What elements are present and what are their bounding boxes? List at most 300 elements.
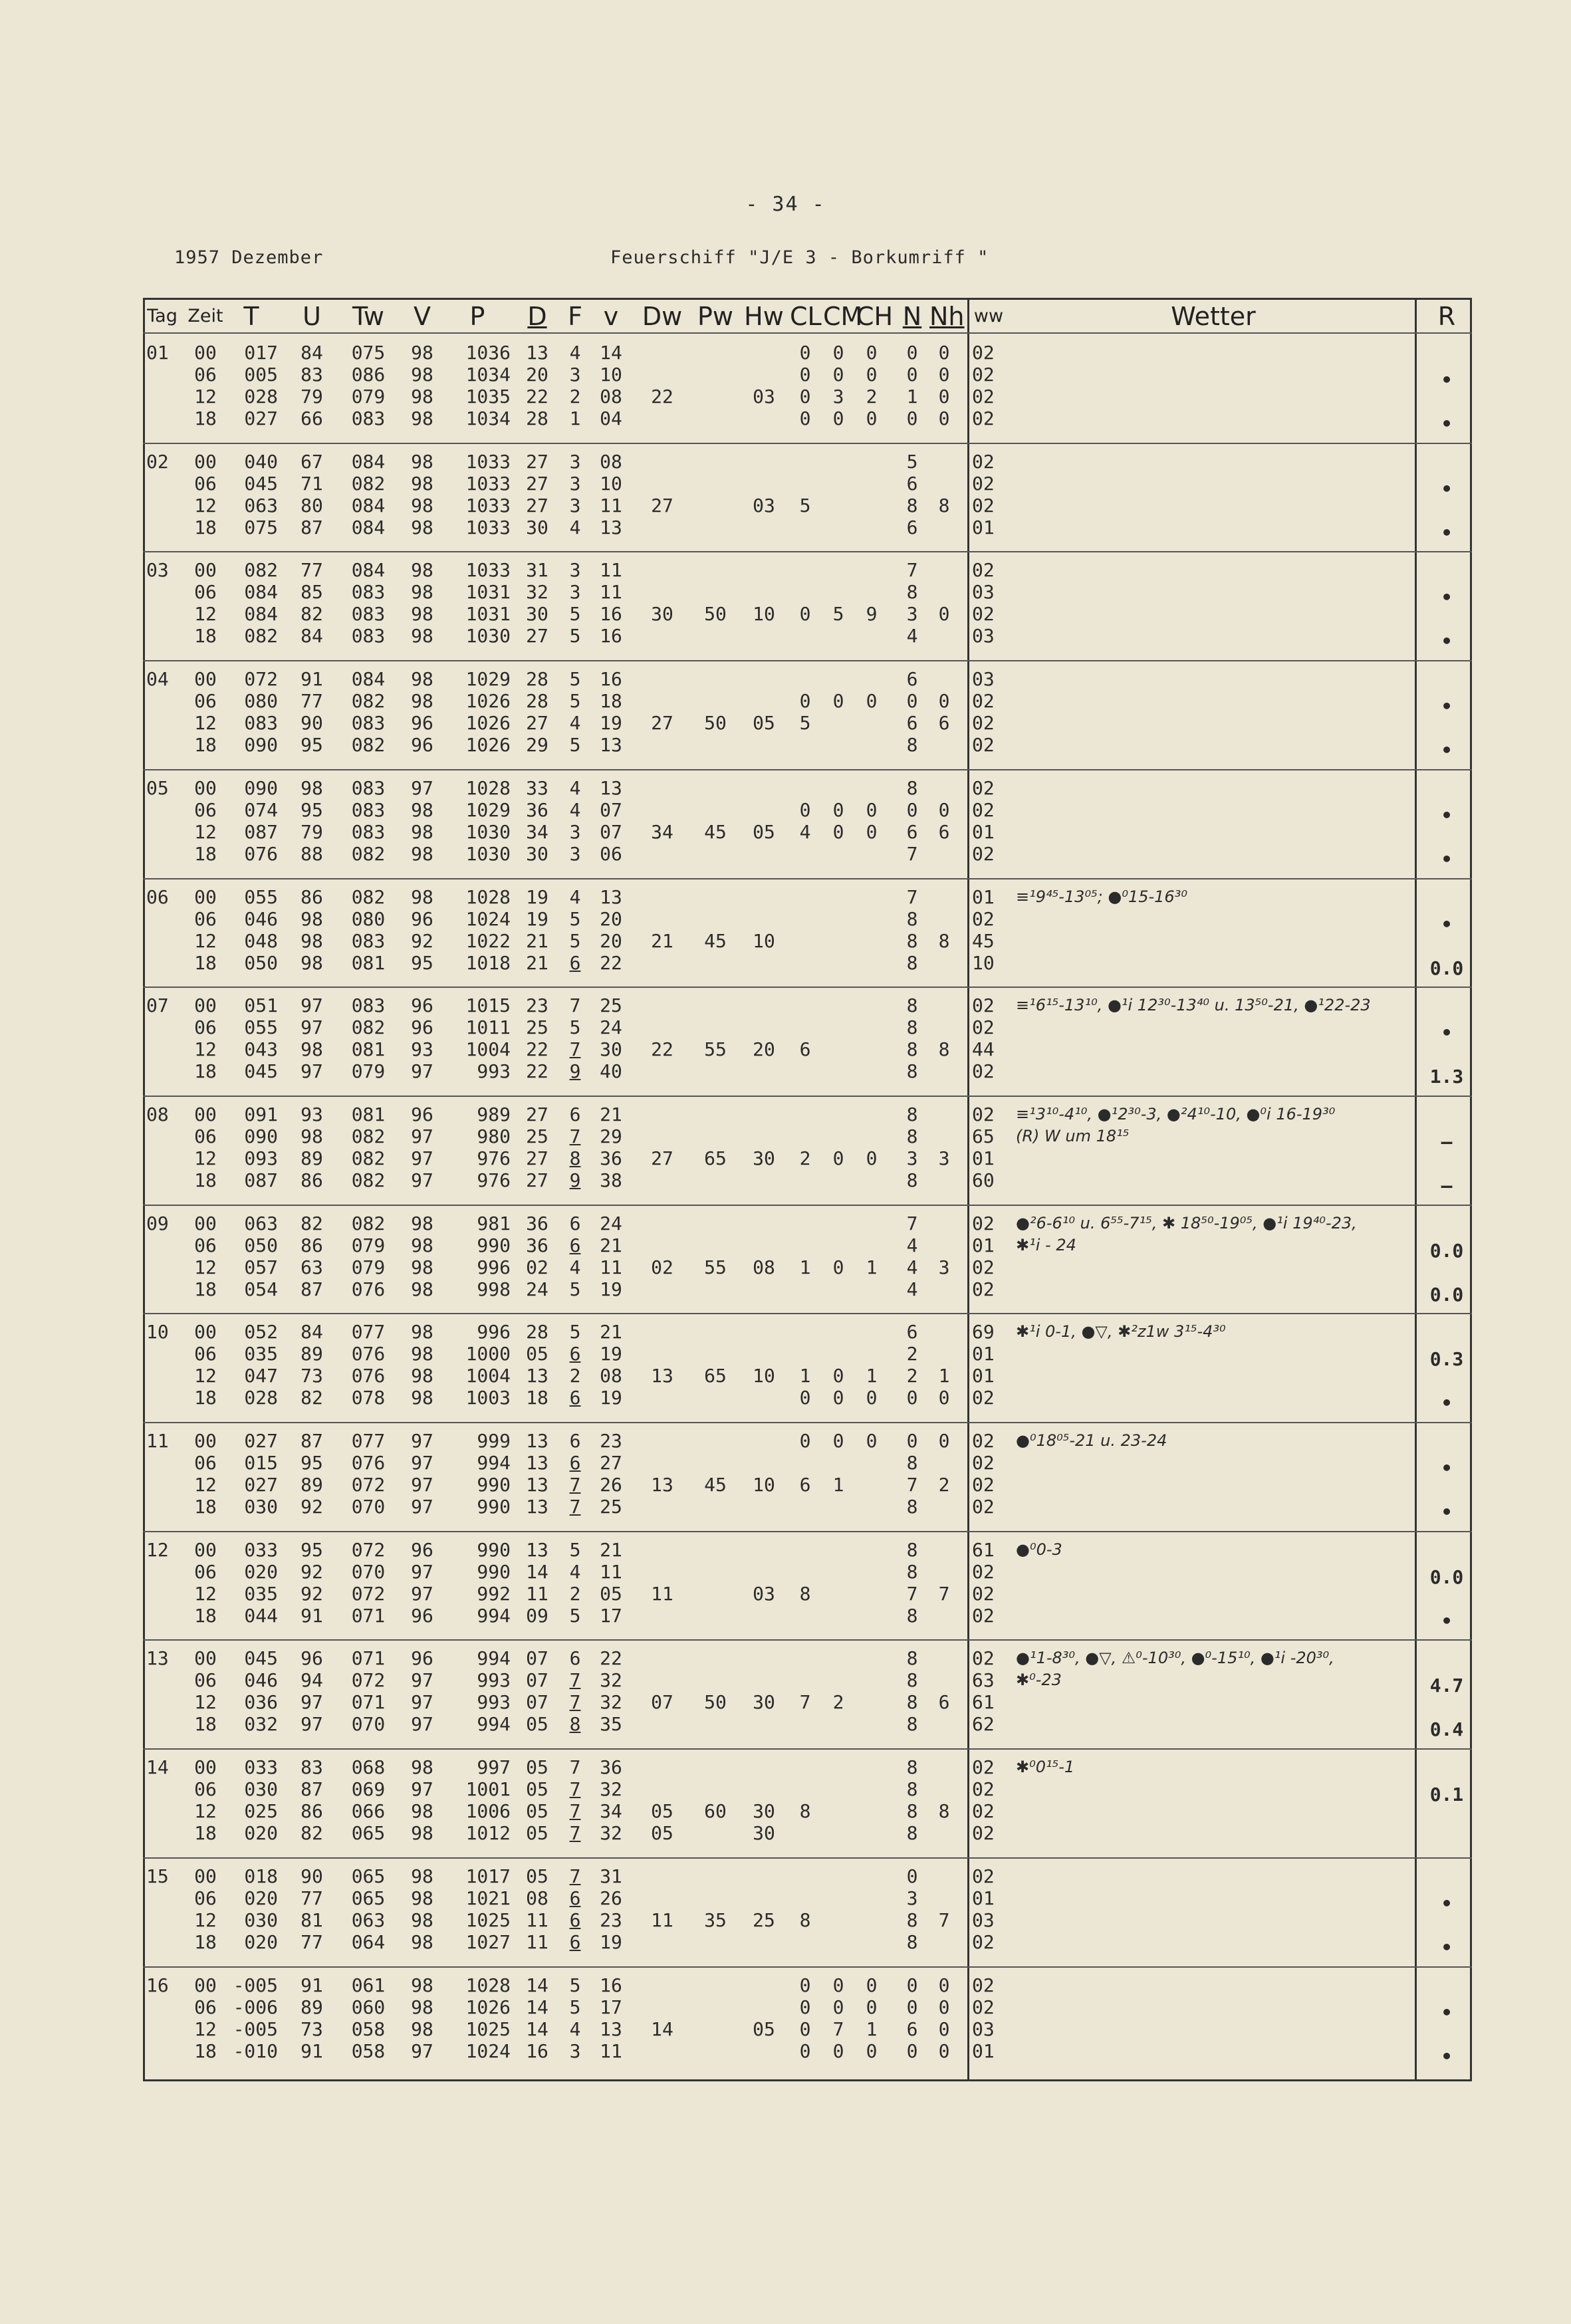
cell-ww: 02 [972,1278,995,1300]
cell-p: 992 [477,1583,511,1605]
cell-vv: 16 [600,603,622,625]
cell-d: 28 [526,407,548,429]
cell-u: 82 [301,1213,323,1234]
day-tag: 03 [146,559,169,581]
cell-vv: 27 [600,1452,622,1474]
cell-u: 97 [301,1691,323,1713]
cell-n: 8 [906,1496,918,1518]
cell-r: 0.3 [1429,1348,1464,1370]
cell-vv: 19 [600,712,622,734]
cell-p: 1012 [465,1822,511,1844]
cell-cm: 0 [832,690,844,712]
cell-zeit: 00 [194,1647,217,1669]
cell-v: 97 [411,1474,433,1496]
cell-nh: 2 [938,1474,950,1496]
cell-u: 93 [301,1104,323,1125]
cell-nh: 7 [938,1583,950,1605]
cell-zeit: 12 [194,1583,217,1605]
cell-zeit: 12 [194,1800,217,1822]
cell-t: 046 [244,1669,278,1691]
cell-tw: 081 [351,952,386,974]
cell-n: 7 [906,843,918,865]
cell-f: 5 [569,1278,581,1300]
cell-f: 5 [569,1996,581,2018]
cell-tw: 072 [351,1669,386,1691]
cell-u: 91 [301,668,323,690]
cell-tw: 081 [351,1038,386,1060]
cell-tw: 083 [351,603,386,625]
cell-v: 97 [411,1169,433,1191]
cell-cl: 0 [799,690,811,712]
cell-zeit: 12 [194,1038,217,1060]
cell-t: 090 [244,734,278,756]
cell-v: 98 [411,1234,433,1256]
cell-p: 1017 [465,1865,511,1887]
cell-zeit: 06 [194,1996,217,2018]
cell-v: 97 [411,1669,433,1691]
cell-v: 98 [411,2018,433,2040]
cell-hw: 30 [753,1691,775,1713]
day-separator [143,1531,1472,1532]
cell-cl: 0 [799,407,811,429]
cell-zeit: 12 [194,495,217,517]
cell-wetter: (R) W um 18¹⁵ [1016,1127,1130,1145]
cell-t: 015 [244,1452,278,1474]
cell-t: 084 [244,581,278,603]
cell-ww: 01 [972,1365,995,1387]
cell-u: 87 [301,1778,323,1800]
cell-r: • [1441,2045,1453,2067]
cell-nh: 8 [938,1800,950,1822]
cell-cl: 5 [799,712,811,734]
cell-p: 1035 [465,386,511,407]
cell-hw: 03 [753,386,775,407]
cell-tw: 082 [351,1147,386,1169]
cell-vv: 13 [600,2018,622,2040]
cell-p: 1030 [465,821,511,843]
cell-u: 71 [301,473,323,495]
cell-p: 1034 [465,407,511,429]
cell-dw: 05 [651,1822,673,1844]
cell-cm: 7 [832,2018,844,2040]
col-header-wetter: Wetter [1171,302,1256,331]
cell-ww: 02 [972,799,995,821]
cell-r: 0.0 [1429,1284,1464,1306]
cell-vv: 21 [600,1539,622,1561]
cell-v: 97 [411,1713,433,1735]
cell-ww: 61 [972,1539,995,1561]
cell-zeit: 06 [194,690,217,712]
cell-u: 79 [301,821,323,843]
cell-p: 1033 [465,559,511,581]
cell-t: 075 [244,517,278,538]
cell-p: 1031 [465,603,511,625]
cell-cl: 8 [799,1583,811,1605]
cell-zeit: 18 [194,1496,217,1518]
cell-vv: 22 [600,952,622,974]
cell-r: 0.1 [1429,1784,1464,1805]
cell-d: 25 [526,1125,548,1147]
cell-v: 98 [411,1343,433,1365]
cell-f: 6 [569,1104,581,1125]
cell-tw: 080 [351,908,386,930]
cell-r: • [1441,1392,1453,1414]
cell-f: 5 [569,625,581,647]
cell-zeit: 00 [194,1321,217,1343]
cell-dw: 07 [651,1691,673,1713]
cell-p: 1033 [465,451,511,473]
cell-d: 05 [526,1865,548,1887]
cell-n: 8 [906,581,918,603]
cell-f: 7 [569,1800,581,1822]
cell-ww: 02 [972,473,995,495]
cell-cl: 0 [799,386,811,407]
cell-ch: 2 [866,386,878,407]
cell-v: 98 [411,1865,433,1887]
cell-t: 082 [244,559,278,581]
cell-p: 1033 [465,495,511,517]
cell-tw: 083 [351,777,386,799]
cell-u: 87 [301,1278,323,1300]
cell-p: 993 [477,1060,511,1082]
cell-t: 036 [244,1691,278,1713]
cell-u: 88 [301,843,323,865]
cell-zeit: 12 [194,2018,217,2040]
cell-n: 8 [906,994,918,1016]
cell-d: 05 [526,1343,548,1365]
cell-f: 6 [569,1213,581,1234]
cell-r: 0.0 [1429,1240,1464,1262]
cell-zeit: 06 [194,1125,217,1147]
cell-ww: 02 [972,690,995,712]
cell-d: 31 [526,559,548,581]
cell-cl: 5 [799,495,811,517]
cell-vv: 19 [600,1278,622,1300]
cell-t: 050 [244,952,278,974]
cell-dw: 22 [651,386,673,407]
cell-ch: 0 [866,821,878,843]
cell-dw: 05 [651,1800,673,1822]
cell-cm: 0 [832,1974,844,1996]
cell-r: • [1441,522,1453,544]
cell-v: 97 [411,1691,433,1713]
cell-p: 993 [477,1691,511,1713]
cell-vv: 40 [600,1060,622,1082]
cell-f: 7 [569,1474,581,1496]
cell-vv: 18 [600,690,622,712]
cell-p: 1024 [465,2040,511,2062]
cell-tw: 083 [351,799,386,821]
cell-n: 8 [906,1038,918,1060]
cell-v: 96 [411,734,433,756]
cell-f: 7 [569,1669,581,1691]
cell-u: 80 [301,495,323,517]
cell-vv: 35 [600,1713,622,1735]
cell-n: 0 [906,1387,918,1409]
cell-vv: 20 [600,908,622,930]
cell-p: 1004 [465,1038,511,1060]
cell-d: 13 [526,1539,548,1561]
cell-n: 0 [906,1996,918,2018]
cell-d: 27 [526,625,548,647]
cell-nh: 0 [938,407,950,429]
cell-d: 27 [526,473,548,495]
cell-p: 997 [477,1756,511,1778]
cell-zeit: 06 [194,1452,217,1474]
cell-p: 1029 [465,799,511,821]
cell-dw: 13 [651,1474,673,1496]
cell-f: 1 [569,407,581,429]
cell-f: 9 [569,1169,581,1191]
cell-t: 020 [244,1822,278,1844]
cell-tw: 082 [351,1169,386,1191]
cell-hw: 10 [753,1365,775,1387]
cell-t: 044 [244,1605,278,1627]
cell-tw: 076 [351,1278,386,1300]
cell-f: 3 [569,495,581,517]
cell-u: 98 [301,930,323,952]
cell-n: 8 [906,930,918,952]
cell-v: 98 [411,690,433,712]
cell-n: 6 [906,1321,918,1343]
cell-v: 98 [411,495,433,517]
cell-cm: 0 [832,821,844,843]
cell-p: 1030 [465,625,511,647]
cell-zeit: 06 [194,1778,217,1800]
day-tag: 05 [146,777,169,799]
cell-v: 98 [411,886,433,908]
cell-tw: 082 [351,843,386,865]
cell-cm: 0 [832,407,844,429]
cell-tw: 082 [351,1125,386,1147]
cell-f: 6 [569,1909,581,1931]
cell-d: 19 [526,886,548,908]
col-header-p: P [469,302,485,331]
cell-r: • [1441,1457,1453,1479]
col-header-tag: Tag [147,306,178,326]
cell-nh: 7 [938,1909,950,1931]
cell-ch: 1 [866,2018,878,2040]
cell-v: 95 [411,952,433,974]
cell-t: 055 [244,1016,278,1038]
cell-tw: 070 [351,1713,386,1735]
cell-ww: 02 [972,364,995,386]
cell-n: 7 [906,559,918,581]
cell-vv: 31 [600,1865,622,1887]
cell-t: 030 [244,1909,278,1931]
cell-f: 5 [569,1016,581,1038]
cell-p: 1026 [465,712,511,734]
cell-f: 6 [569,1430,581,1452]
cell-n: 8 [906,1452,918,1474]
cell-r: • [1441,1022,1453,1044]
cell-zeit: 18 [194,1060,217,1082]
cell-d: 27 [526,712,548,734]
cell-n: 0 [906,342,918,364]
cell-tw: 083 [351,930,386,952]
cell-ww: 02 [972,777,995,799]
cell-d: 07 [526,1691,548,1713]
cell-u: 92 [301,1583,323,1605]
cell-zeit: 18 [194,517,217,538]
cell-cm: 0 [832,364,844,386]
day-tag: 07 [146,994,169,1016]
day-separator [143,660,1472,661]
cell-ch: 0 [866,364,878,386]
cell-zeit: 12 [194,1256,217,1278]
cell-u: 89 [301,1147,323,1169]
cell-d: 11 [526,1909,548,1931]
cell-d: 13 [526,1430,548,1452]
cell-t: 045 [244,473,278,495]
cell-t: 018 [244,1865,278,1887]
day-separator [143,1205,1472,1206]
cell-zeit: 00 [194,994,217,1016]
cell-dw: 02 [651,1256,673,1278]
cell-p: 990 [477,1561,511,1583]
cell-zeit: 18 [194,1931,217,1953]
cell-v: 98 [411,517,433,538]
col-header-ww: ww [973,306,1004,326]
cell-f: 6 [569,952,581,974]
day-tag: 08 [146,1104,169,1125]
cell-tw: 076 [351,1365,386,1387]
cell-v: 96 [411,908,433,930]
cell-v: 97 [411,1583,433,1605]
cell-vv: 23 [600,1909,622,1931]
cell-tw: 079 [351,1256,386,1278]
cell-v: 98 [411,1365,433,1387]
day-separator [143,987,1472,988]
cell-cm: 0 [832,799,844,821]
cell-hw: 30 [753,1822,775,1844]
cell-tw: 079 [351,386,386,407]
col-header-u: U [302,302,321,331]
cell-v: 98 [411,603,433,625]
cell-nh: 0 [938,2040,950,2062]
cell-p: 980 [477,1125,511,1147]
cell-v: 98 [411,1256,433,1278]
cell-vv: 19 [600,1931,622,1953]
cell-vv: 08 [600,451,622,473]
cell-zeit: 00 [194,1756,217,1778]
cell-v: 98 [411,1387,433,1409]
cell-ww: 02 [972,1474,995,1496]
cell-u: 95 [301,734,323,756]
cell-vv: 05 [600,1583,622,1605]
cell-n: 0 [906,1974,918,1996]
cell-cm: 0 [832,2040,844,2062]
cell-v: 96 [411,1647,433,1669]
cell-v: 98 [411,668,433,690]
cell-vv: 13 [600,777,622,799]
cell-n: 0 [906,364,918,386]
cell-p: 1015 [465,994,511,1016]
cell-u: 86 [301,886,323,908]
cell-v: 92 [411,930,433,952]
cell-f: 3 [569,843,581,865]
day-separator [143,551,1472,552]
cell-p: 1003 [465,1387,511,1409]
cell-nh: 3 [938,1147,950,1169]
cell-vv: 16 [600,1974,622,1996]
cell-tw: 082 [351,734,386,756]
cell-hw: 03 [753,1583,775,1605]
cell-zeit: 06 [194,581,217,603]
cell-zeit: 00 [194,559,217,581]
cell-t: 020 [244,1887,278,1909]
cell-f: 6 [569,1234,581,1256]
cell-vv: 17 [600,1996,622,2018]
cell-p: 1036 [465,342,511,364]
cell-u: 98 [301,1038,323,1060]
cell-n: 8 [906,1691,918,1713]
cell-p: 994 [477,1713,511,1735]
cell-nh: 0 [938,799,950,821]
cell-u: 89 [301,1996,323,2018]
cell-zeit: 12 [194,930,217,952]
cell-r: 0.0 [1429,957,1464,979]
cell-cm: 3 [832,386,844,407]
cell-p: 990 [477,1496,511,1518]
cell-tw: 077 [351,1321,386,1343]
cell-ww: 01 [972,821,995,843]
cell-f: 3 [569,821,581,843]
cell-p: 1033 [465,473,511,495]
cell-v: 97 [411,1060,433,1082]
day-tag: 16 [146,1974,169,1996]
cell-v: 97 [411,777,433,799]
cell-p: 1025 [465,2018,511,2040]
cell-p: 1026 [465,734,511,756]
cell-vv: 08 [600,386,622,407]
cell-d: 27 [526,1104,548,1125]
cell-f: 3 [569,364,581,386]
cell-tw: 058 [351,2018,386,2040]
cell-vv: 23 [600,1430,622,1452]
cell-u: 91 [301,1974,323,1996]
cell-u: 77 [301,690,323,712]
cell-t: 028 [244,1387,278,1409]
cell-n: 3 [906,1887,918,1909]
cell-n: 0 [906,690,918,712]
cell-wetter: ✱⁰-23 [1016,1671,1062,1689]
cell-dw: 11 [651,1583,673,1605]
cell-d: 28 [526,668,548,690]
cell-nh: 3 [938,1256,950,1278]
cell-d: 27 [526,1147,548,1169]
cell-pw: 45 [704,821,727,843]
cell-hw: 30 [753,1800,775,1822]
cell-zeit: 18 [194,1169,217,1191]
cell-t: -010 [233,2040,278,2062]
cell-p: 996 [477,1256,511,1278]
cell-dw: 14 [651,2018,673,2040]
day-tag: 04 [146,668,169,690]
cell-tw: 060 [351,1996,386,2018]
cell-f: 8 [569,1713,581,1735]
cell-n: 8 [906,1647,918,1669]
cell-t: 033 [244,1756,278,1778]
cell-v: 98 [411,1278,433,1300]
cell-t: 051 [244,994,278,1016]
cell-tw: 070 [351,1561,386,1583]
cell-wetter: ✱⁰0¹⁵-1 [1016,1758,1075,1776]
cell-hw: 10 [753,1474,775,1496]
cell-v: 96 [411,1605,433,1627]
cell-ww: 02 [972,1496,995,1518]
cell-n: 0 [906,1865,918,1887]
